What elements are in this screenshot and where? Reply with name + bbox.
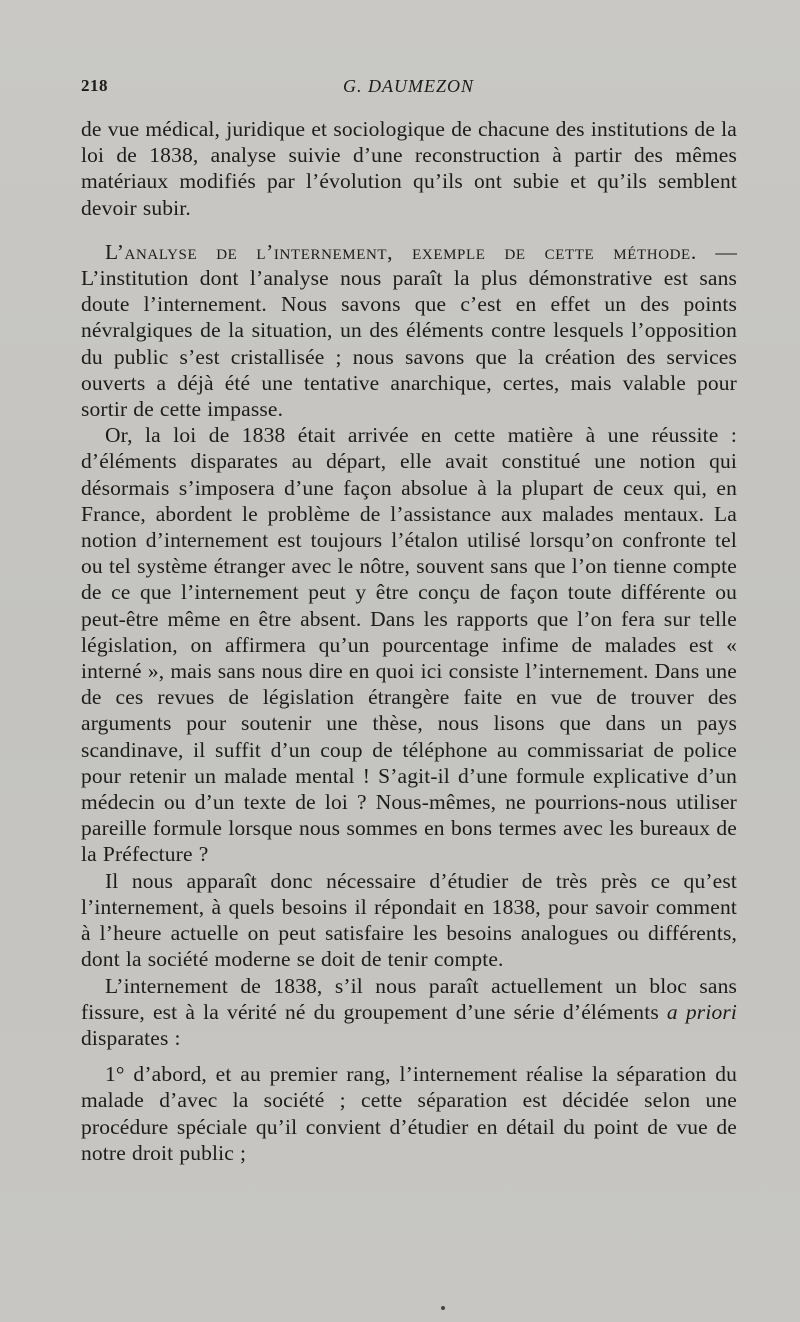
running-head: G. DAUMEZON xyxy=(343,76,474,96)
section-heading: L’analyse de l’internement, exemple de cette méthode. xyxy=(105,239,697,264)
paragraph-6: 1° d’abord, et au premier rang, l’internement réalise la séparation du malade d’avec la société ; cette séparation est décidée selon une procédure spéciale qu’il convient d’étudier en détail du point de vue de notre droit public ; xyxy=(81,1062,737,1165)
paragraph-5 xyxy=(81,973,737,1052)
page-header xyxy=(81,76,741,102)
list-gap xyxy=(81,1051,737,1061)
paragraph-1: de vue médical, juridique et sociologique de chacune des institutions de la loi de 1838, analyse suivie d’une reconstruction à partir des mêmes matériaux modifiés par l’évolution qu’ils ont subie et qu’ils semblent devoir subir. xyxy=(81,117,737,220)
body-text xyxy=(81,116,737,1166)
paragraph-5-text-b: disparates : xyxy=(81,1025,181,1050)
paragraph-2 xyxy=(81,239,737,422)
section-gap xyxy=(81,221,737,239)
paragraph-5-text-a: L’internement de 1838, s’il nous paraît actuellement un bloc sans fissure, est à la vérité né du groupement d’une série d’éléments xyxy=(81,973,737,1024)
page-number: 218 xyxy=(81,76,108,95)
paragraph-2-text: — L’institution dont l’analyse nous paraît la plus démonstrative est sans doute l’internement. Nous savons que c’est en effet un des points névralgiques de la situation, un des éléments contre lesquels l’opposition du public s’est cristallisée ; nous savons que la création des services ouverts a déjà été une tentative anarchique, certes, mais valable pour sortir de cette impasse. xyxy=(81,239,737,422)
paragraph-3: Or, la loi de 1838 était arrivée en cette matière à une réussite : d’éléments disparates au départ, elle avait constitué une notion qui désormais s’imposera d’une façon absolue à la plupart de ceux qui, en France, abordent le problème de l’assistance aux malades mentaux. La notion d’internement est toujours l’étalon utilisé lorsqu’on confronte tel ou tel système étranger avec le nôtre, souvent sans que l’on tienne compte de ce que l’internement peut y être conçu de façon toute différente ou peut-être même en être absent. Dans les rapports que l’on fera sur telle législation, on affirmera qu’un pourcentage infime de malades est « interné », mais sans nous dire en quoi ici consiste l’internement. Dans une de ces revues de législation étrangère faite en vue de trouver des arguments pour soutenir une thèse, nous lisons que dans un pays scandinave, il suffit d’un coup de téléphone au commissariat de police pour retenir un malade mental ! S’agit-il d’une formule explicative d’un médecin ou d’un texte de loi ? Nous-mêmes, ne pourrions-nous utiliser pareille formule lorsque nous sommes en bons termes avec les bureaux de la Préfecture ? xyxy=(81,423,737,867)
paragraph-5-italic: a priori xyxy=(666,999,737,1024)
paper-speck xyxy=(441,1306,445,1310)
paragraph-4: Il nous apparaît donc nécessaire d’étudier de très près ce qu’est l’internement, à quels besoins il répondait en 1838, pour savoir comment à l’heure actuelle on peut satisfaire les besoins analogues ou différents, dont la société moderne se doit de tenir compte. xyxy=(81,868,737,972)
